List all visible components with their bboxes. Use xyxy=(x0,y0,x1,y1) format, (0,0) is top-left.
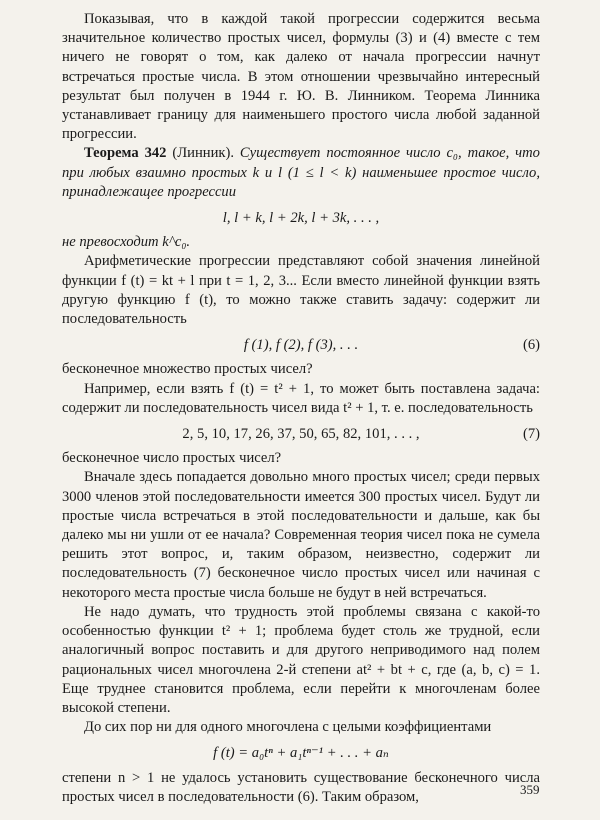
equation-6-number: (6) xyxy=(522,337,540,354)
theorem-label: Теорема 342 xyxy=(84,145,167,162)
page-number: 359 xyxy=(520,782,540,797)
theorem-end: не превосходит k^c₀. xyxy=(62,234,191,251)
paragraph-4: Например, если взять f (t) = t² + 1, то может быть поставлена задача: содержит ли последовательность чисел вида t² + 1, т. е. последовательность xyxy=(62,380,540,416)
formula-polynomial: f (t) = a₀tⁿ + a₁tⁿ⁻¹ + . . . + aₙ xyxy=(213,745,389,762)
paragraph-7: Не надо думать, что трудность этой проблемы связана с какой-то особенностью функции t² + 1; проблема будет столь же трудной, если аналогичный вопрос поставить и для другого неприводимого над полем рациональных чисел многочлена 2-й степени at² + bt + c, где (a, b, c) = 1. Еще труднее становится проблема, если перейти к многочленам более высокой степени. xyxy=(62,603,540,716)
theorem-342 xyxy=(62,144,540,202)
paragraph-1: Показывая, что в каждой такой прогрессии содержится весьма значительное количество простых чисел, формулы (3) и (4) вместе с тем ничего не говорят о том, как далеко от начала прогрессии начнут встречаться простые числа. В этом отношении чрезвычайно интересный результат был получен в 1944 г. Ю. В. Линником. Теорема Линника устанавливает границу для наименьшего простого числа любой заданной прогрессии. xyxy=(62,11,540,143)
page-text xyxy=(62,10,540,807)
formula-6-body: f (1), f (2), f (3), . . . xyxy=(243,337,359,354)
theorem-text: Существует постоянное число c₀, такое, что при любых взаимно простых k и l (1 ≤ l < k) наименьшее простое число, принадлежащее прогрессии xyxy=(62,145,540,200)
paragraph-8: До сих пор ни для одного многочлена с целыми коэффициентами xyxy=(84,719,492,736)
formula-7 xyxy=(62,425,540,444)
paragraph-3: бесконечное множество простых чисел? xyxy=(62,361,313,378)
theorem-author: (Линник). xyxy=(166,145,240,162)
paragraph-9: степени n > 1 не удалось установить существование бесконечного числа простых чисел в последовательности (6). Таким образом, xyxy=(62,769,540,805)
formula-7-body: 2, 5, 10, 17, 26, 37, 50, 65, 82, 101, . . . , xyxy=(182,426,420,443)
formula-progression: l, l + k, l + 2k, l + 3k, . . . , xyxy=(222,210,380,227)
equation-7-number: (7) xyxy=(522,426,540,443)
paragraph-5: бесконечное число простых чисел? xyxy=(62,450,282,467)
paragraph-2: Арифметические прогрессии представляют собой значения линейной функции f (t) = kt + l при t = 1, 2, 3... Если вместо линейной функции взять другую функцию f (t), то можно также ставить задачу: содержит ли последовательность xyxy=(62,253,540,328)
paragraph-6: Вначале здесь попадается довольно много простых чисел; среди первых 3000 членов этой последовательности имеется 300 простых чисел. Будут ли простые числа встречаться в этой последовательности и дальше, как бы далеко мы ни ушли от ее начала? Современная теория чисел пока не сумела решить этот вопрос, и, таким образом, неизвестно, содержит ли последовательность (7) бесконечное число простых чисел или начиная с некоторого места простые числа больше не будут в ней встречаться. xyxy=(62,469,540,601)
formula-6 xyxy=(62,336,540,355)
